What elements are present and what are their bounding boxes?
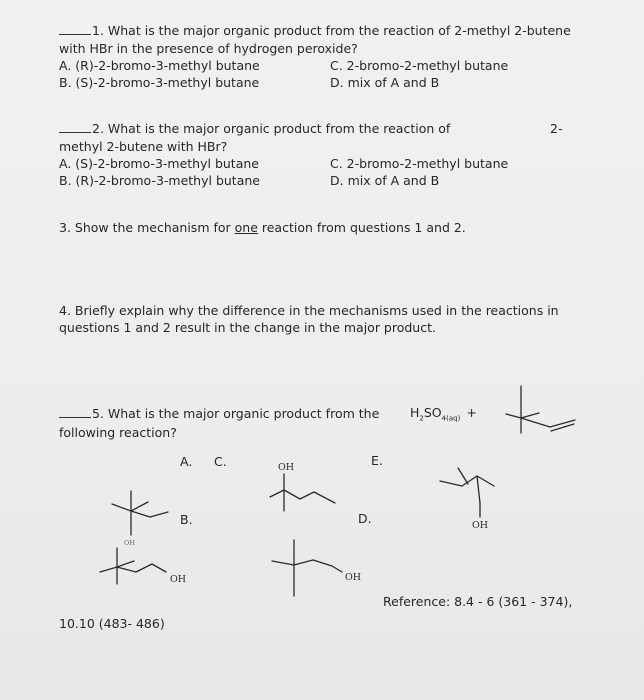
- q1-option-a: A. (R)-2-bromo-3-methyl butane: [59, 58, 260, 73]
- q5-stem-line2: following reaction?: [59, 425, 177, 440]
- choice-d-structure: [272, 540, 342, 596]
- reagent-so: SO: [423, 405, 442, 420]
- choice-e-structure: [440, 468, 494, 517]
- choice-label-d: D.: [358, 511, 372, 526]
- oh-label-a-faint: OH: [124, 539, 135, 547]
- q1-option-b: B. (S)-2-bromo-3-methyl butane: [59, 75, 260, 90]
- reagent-plus: +: [466, 405, 477, 420]
- q3-text-pre: 3. Show the mechanism for: [59, 220, 235, 235]
- q2-stem-line2: methyl 2-butene with HBr?: [59, 139, 228, 154]
- reagent-sub-aq: 4(aq): [441, 414, 461, 423]
- section-reference: 10.10 (483- 486): [59, 616, 165, 631]
- choice-label-e: E.: [371, 453, 383, 468]
- q2-option-c: C. 2-bromo-2-methyl butane: [330, 156, 509, 171]
- choice-b-structure: [100, 548, 166, 584]
- choice-a-structure: [112, 491, 168, 535]
- q2-option-d: D. mix of A and B: [330, 173, 440, 188]
- choice-label-b: B.: [180, 512, 193, 527]
- choice-label-a: A.: [180, 454, 193, 469]
- q3-text-post: reaction from questions 1 and 2.: [257, 220, 466, 235]
- q4-line2: questions 1 and 2 result in the change in the major product.: [59, 320, 436, 335]
- oh-label-e: OH: [472, 520, 489, 531]
- reactant-alkene-structure: [506, 386, 575, 433]
- q4-line1: 4. Briefly explain why the difference in the mechanisms used in the reactions in: [59, 303, 559, 318]
- q1-option-d: D. mix of A and B: [330, 75, 440, 90]
- q5-stem-line1: 5. What is the major organic product from the: [92, 406, 380, 421]
- reagent-sub-2: 2: [419, 414, 424, 423]
- q2-option-b: B. (R)-2-bromo-3-methyl butane: [59, 173, 260, 188]
- choice-label-c: C.: [214, 454, 227, 469]
- q1-option-c: C. 2-bromo-2-methyl butane: [330, 58, 509, 73]
- q2-stem-line1: 2. What is the major organic product from the reaction of: [92, 121, 451, 136]
- q2-side-note: 2-: [550, 121, 563, 136]
- q3-text-emphasis: one: [234, 220, 258, 235]
- q1-stem-line1: 1. What is the major organic product from the reaction of 2-methyl 2-butene: [92, 23, 571, 38]
- oh-label-d: OH: [345, 572, 362, 583]
- choice-c-structure: [270, 474, 335, 511]
- textbook-reference: Reference: 8.4 - 6 (361 - 374),: [383, 594, 573, 609]
- reagent-h: H: [410, 405, 420, 420]
- q1-stem-line2: with HBr in the presence of hydrogen peroxide?: [59, 41, 358, 56]
- q2-option-a: A. (S)-2-bromo-3-methyl butane: [59, 156, 259, 171]
- oh-label-c: OH: [278, 462, 295, 473]
- oh-label-b: OH: [170, 574, 187, 585]
